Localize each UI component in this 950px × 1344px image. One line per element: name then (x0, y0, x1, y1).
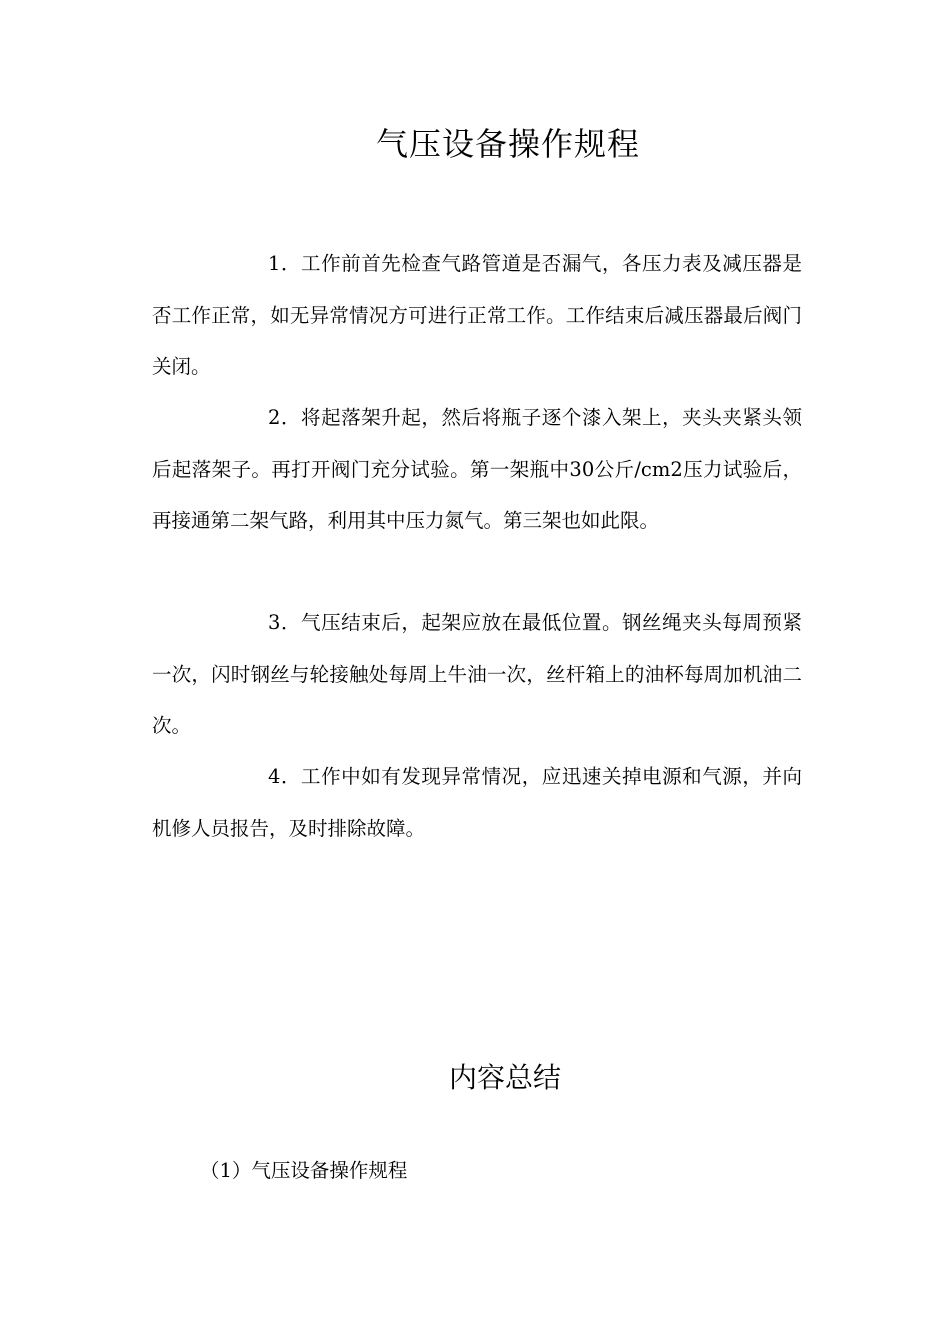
procedure-paragraph-3: 3．气压结束后，起架应放在最低位置。钢丝绳夹头每周预紧一次，闪时钢丝与轮接触处每周上牛油一次，丝杆箱上的油杯每周加机油二次。 (152, 611, 802, 737)
summary-title: 内容总结 (448, 1061, 561, 1094)
document-title: 气压设备操作规程 (375, 125, 640, 163)
procedure-paragraph-4: 4．工作中如有发现异常情况，应迅速关掉电源和气源，并向机修人员报告，及时排除故障。 (152, 765, 802, 840)
summary-item: （1）气压设备操作规程 (200, 1159, 408, 1182)
procedure-paragraph-2: 2．将起落架升起，然后将瓶子逐个漆入架上，夹头夹紧头领后起落架子。再打开阀门充分试验。第一架瓶中30公斤/cm2压力试验后，再接通第二架气路，利用其中压力氮气。第三架也如此限。 (152, 406, 802, 532)
procedure-paragraph-1: 1．工作前首先检查气路管道是否漏气，各压力表及减压器是否工作正常，如无异常情况方可进行正常工作。工作结束后减压器最后阀门关闭。 (152, 252, 802, 378)
